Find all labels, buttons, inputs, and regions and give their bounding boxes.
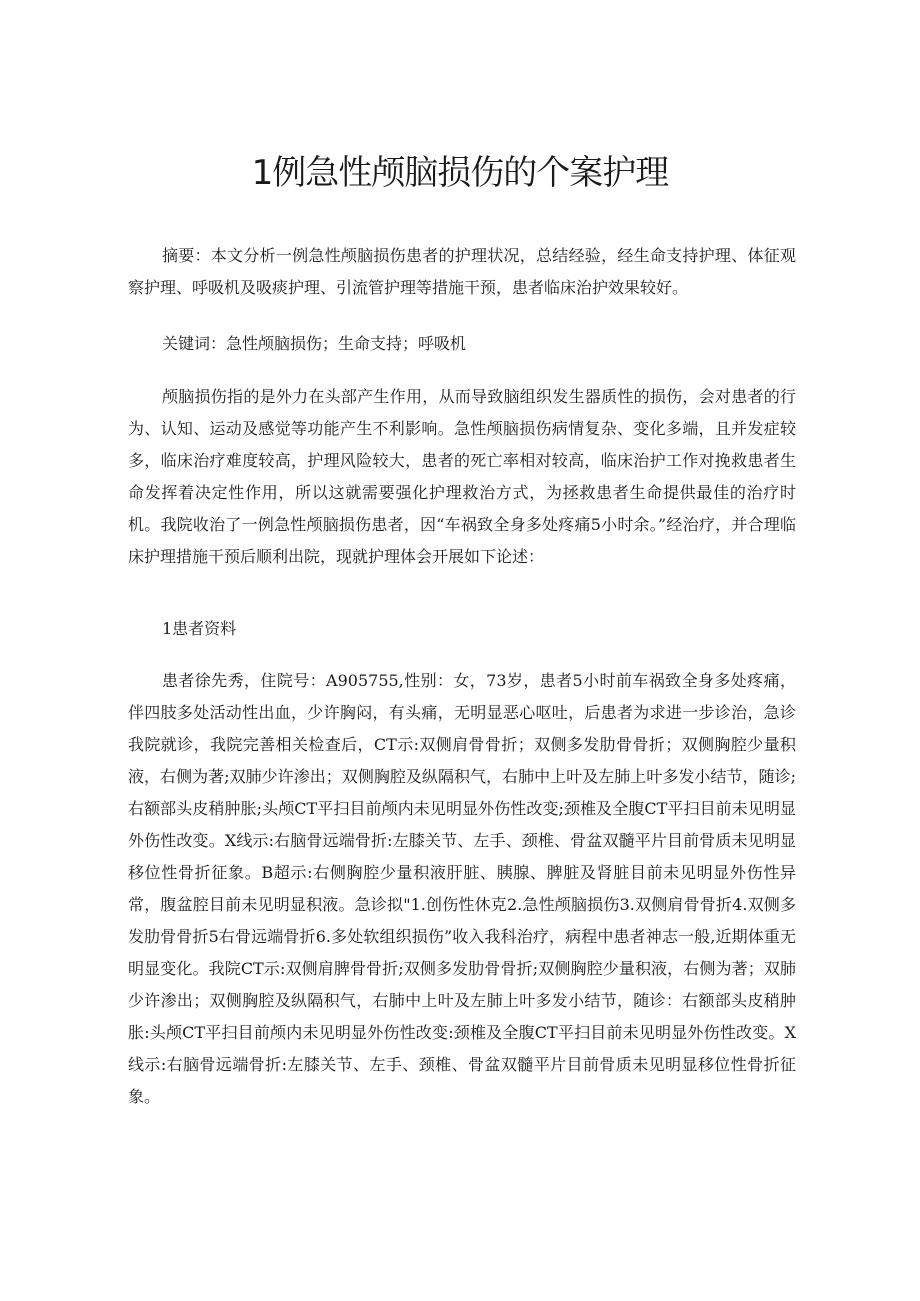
introduction-paragraph: 颅脑损伤指的是外力在头部产生作用，从而导致脑组织发生器质性的损伤，会对患者的行为、认知、运动及感觉等功能产生不利影响。急性颅脑损伤病情复杂、变化多端，且并发症较多，临床治疗难度较高，护理风险较大，患者的死亡率相对较高，临床治护工作对挽救患者生命发挥着决定性作用，所以这就需要强化护理救治方式，为拯救患者生命提供最佳的治疗时机。我院收治了一例急性颅脑损伤患者，因“车祸致全身多处疼痛5小时余。”经治疗，并合理临床护理措施干预后顺利出院，现就护理体会开展如下论述： (128, 387, 796, 566)
document-title: 1例急性颅脑损伤的个案护理 (251, 153, 669, 193)
abstract-paragraph: 摘要：本文分析一例急性颅脑损伤患者的护理状况，总结经验，经生命支持护理、体征观察护理、呼吸机及吸痰护理、引流管护理等措施干预，患者临床治护效果较好。 (128, 246, 796, 297)
keywords-paragraph: 关键词：急性颅脑损伤；生命支持；呼吸机 (162, 334, 467, 353)
patient-info-paragraph: 患者徐先秀，住院号：A905755,性别：女，73岁，患者5小时前车祸致全身多处疼痛，伴四肢多处活动性出血，少许胸闷，有头痛，无明显恶心呕吐，后患者为求进一步诊治，急诊我院就诊，我院完善相关检查后，CT示:双侧肩骨骨折；双侧多发肋骨骨折；双侧胸腔少量积液，右侧为著;双肺少许渗出；双侧胸腔及纵隔积气，右肺中上叶及左肺上叶多发小结节，随诊;右额部头皮稍肿胀;头颅CT平扫目前颅内未见明显外伤性改变;颈椎及全腹CT平扫目前未见明显外伤性改变。X线示:右脑骨远端骨折:左膝关节、左手、颈椎、骨盆双髓平片目前骨质未见明显移位性骨折征象。B超示:右侧胸腔少量积液肝脏、胰腺、脾脏及肾脏目前未见明显外伤性异常，腹盆腔目前未见明显积液。急诊拟"1.创伤性休克2.急性颅脑损伤3.双侧肩骨骨折4.双侧多发肋骨骨折5右骨远端骨折6.多处软组织损伤”收入我科治疗，病程中患者神志一般,近期体重无明显变化。我院CT示:双侧肩脾骨骨折;双侧多发肋骨骨折;双侧胸腔少量积液，右侧为著；双肺少许渗出；双侧胸腔及纵隔积气，右肺中上叶及左肺上叶多发小结节，随诊：右额部头皮稍肿胀:头颅CT平扫目前颅内未见明显外伤性改变:颈椎及全腹CT平扫目前未见明显外伤性改变。X线示:右脑骨远端骨折:左膝关节、左手、颈椎、骨盆双髓平片目前骨质未见明显移位性骨折征象。 (128, 671, 796, 1106)
section-heading-patient-info: 1患者资料 (162, 619, 237, 638)
